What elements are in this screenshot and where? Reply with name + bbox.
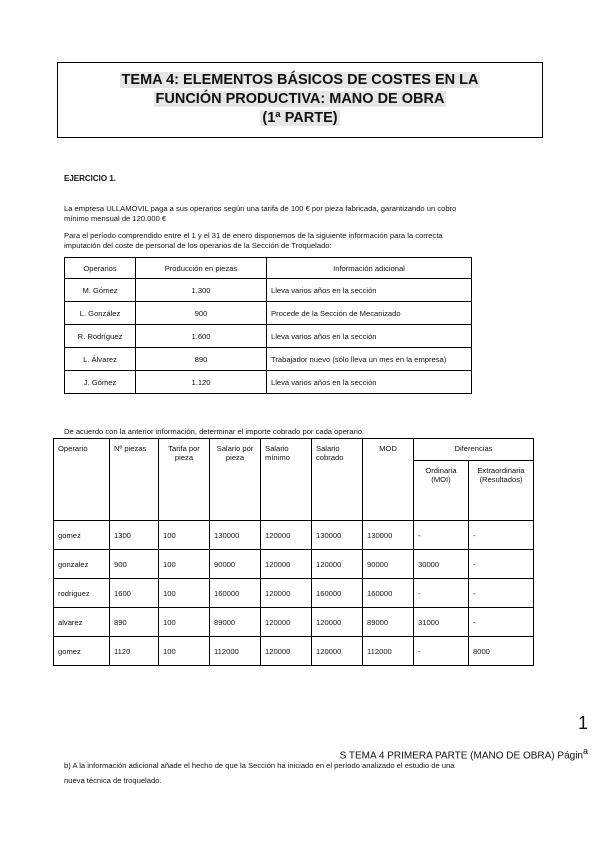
footer: S TEMA 4 PRIMERA PARTE (MANO DE OBRA) Págin$^a$ <box>339 746 588 762</box>
col-header: MOD <box>363 439 414 521</box>
table-cell: 890 <box>136 348 267 371</box>
col-header: Diferencias <box>414 439 534 461</box>
col-header: Salario por pieza <box>210 439 261 521</box>
page-number: 1 <box>577 713 588 733</box>
table-cell: Procede de la Sección de Mecanizado <box>267 302 472 325</box>
table-cell: 89000 <box>210 608 261 637</box>
col-header: Operarios <box>65 258 136 279</box>
table-cell: gonzalez <box>54 550 110 579</box>
table-cell: 900 <box>110 550 159 579</box>
table-cell: Trabajador nuevo (sólo lleva un mes en la empresa) <box>267 348 472 371</box>
table-cell: 120000 <box>312 608 363 637</box>
table-cell: 100 <box>159 550 210 579</box>
table-row <box>65 302 472 325</box>
table-cell: 1.300 <box>136 279 267 302</box>
table-cell: rodriguez <box>54 579 110 608</box>
table-cell: 120000 <box>261 608 312 637</box>
table-cell: 1.120 <box>136 371 267 394</box>
table-cell: - <box>414 637 469 666</box>
table-cell: 100 <box>159 579 210 608</box>
instruction: De acuerdo con la anterior información, determinar el importe cobrado por cada operario. <box>64 427 365 436</box>
sub-header: Ordinaria (MOI) <box>414 461 469 521</box>
table-row <box>65 371 472 394</box>
table-cell: Lleva varios años en la sección <box>267 279 472 302</box>
table-cell: gomez <box>54 521 110 550</box>
table-cell: M. Gómez <box>65 279 136 302</box>
col-header: Producción en piezas <box>136 258 267 279</box>
table-row <box>54 608 534 637</box>
table-cell: 1600 <box>110 579 159 608</box>
table-cell: 1.600 <box>136 325 267 348</box>
col-header: Salario cobrado <box>312 439 363 521</box>
table-cell: alvarez <box>54 608 110 637</box>
table-cell: 120000 <box>261 579 312 608</box>
table-cell: 112000 <box>210 637 261 666</box>
table-cell: 120000 <box>312 550 363 579</box>
table-cell: 160000 <box>363 579 414 608</box>
table-cell: 8000 <box>469 637 534 666</box>
col-header: Tarifa por pieza <box>159 439 210 521</box>
table-cell: 90000 <box>210 550 261 579</box>
table-cell: 1300 <box>110 521 159 550</box>
table-cell: 90000 <box>363 550 414 579</box>
table-cell: 100 <box>159 608 210 637</box>
table-cell: 130000 <box>312 521 363 550</box>
intro-line-3: Para el período comprendido entre el 1 y el 31 de enero disponemos de la siguiente información para la correcta <box>64 231 443 240</box>
table-row <box>54 521 534 550</box>
table-cell: Lleva varios años en la sección <box>267 325 472 348</box>
table-row <box>54 579 534 608</box>
table-cell: gomez <box>54 637 110 666</box>
table-cell: Lleva varios años en la sección <box>267 371 472 394</box>
table-cell: 112000 <box>363 637 414 666</box>
title-line-1: TEMA 4: ELEMENTOS BÁSICOS DE COSTES EN LA <box>121 72 479 88</box>
table-cell: J. Gómez <box>65 371 136 394</box>
table-cell: 31000 <box>414 608 469 637</box>
table-cell: R. Rodríguez <box>65 325 136 348</box>
table-cell: - <box>414 521 469 550</box>
title-line-3: (1ª PARTE) <box>262 110 338 126</box>
table-cell: 100 <box>159 521 210 550</box>
title-line-2: FUNCIÓN PRODUCTIVA: MANO DE OBRA <box>155 91 445 107</box>
operators-table <box>64 257 472 394</box>
table-cell: 1120 <box>110 637 159 666</box>
col-header: Salario mínimo <box>261 439 312 521</box>
intro-line-2: mínimo mensual de 120.000 € <box>64 214 167 223</box>
table-cell: - <box>469 579 534 608</box>
table-cell: 120000 <box>312 637 363 666</box>
table-cell: - <box>414 579 469 608</box>
table-cell: 120000 <box>261 550 312 579</box>
table-cell: 30000 <box>414 550 469 579</box>
part-b-line-2: nueva técnica de troquelado. <box>64 776 162 785</box>
table-cell: - <box>469 550 534 579</box>
table-cell: L. Álvarez <box>65 348 136 371</box>
exercise-heading: EJERCICIO 1. <box>64 174 117 183</box>
table-row <box>54 550 534 579</box>
title-box <box>57 62 543 138</box>
table-cell: 130000 <box>210 521 261 550</box>
col-header: Operario <box>54 439 110 521</box>
sub-header: Extraordinaria (Resultados) <box>469 461 534 521</box>
table-cell: - <box>469 521 534 550</box>
table-cell: 130000 <box>363 521 414 550</box>
wages-table <box>53 438 534 666</box>
table-cell: 120000 <box>261 637 312 666</box>
table-cell: 160000 <box>210 579 261 608</box>
table-cell: 900 <box>136 302 267 325</box>
intro-line-1: La empresa ULLAMÓVIL paga a sus operarios según una tarifa de 100 € por pieza fabricada, garantizando un cobro <box>64 204 457 213</box>
table-row <box>65 279 472 302</box>
table-row <box>65 348 472 371</box>
table-cell: 890 <box>110 608 159 637</box>
table-cell: 89000 <box>363 608 414 637</box>
table-row <box>54 637 534 666</box>
col-header: Nº piezas <box>110 439 159 521</box>
intro-line-4: imputación del coste de personal de los operarios de la Sección de Troquelado: <box>64 241 332 250</box>
part-b-line-1: b) A la información adicional añade el hecho de que la Sección ha iniciado en el período analizado el estudio de una <box>64 761 455 770</box>
table-cell: 160000 <box>312 579 363 608</box>
table-cell: - <box>469 608 534 637</box>
table-cell: 100 <box>159 637 210 666</box>
table-cell: 120000 <box>261 521 312 550</box>
table-cell: L. González <box>65 302 136 325</box>
table-row <box>65 325 472 348</box>
col-header: Información adicional <box>267 258 472 279</box>
